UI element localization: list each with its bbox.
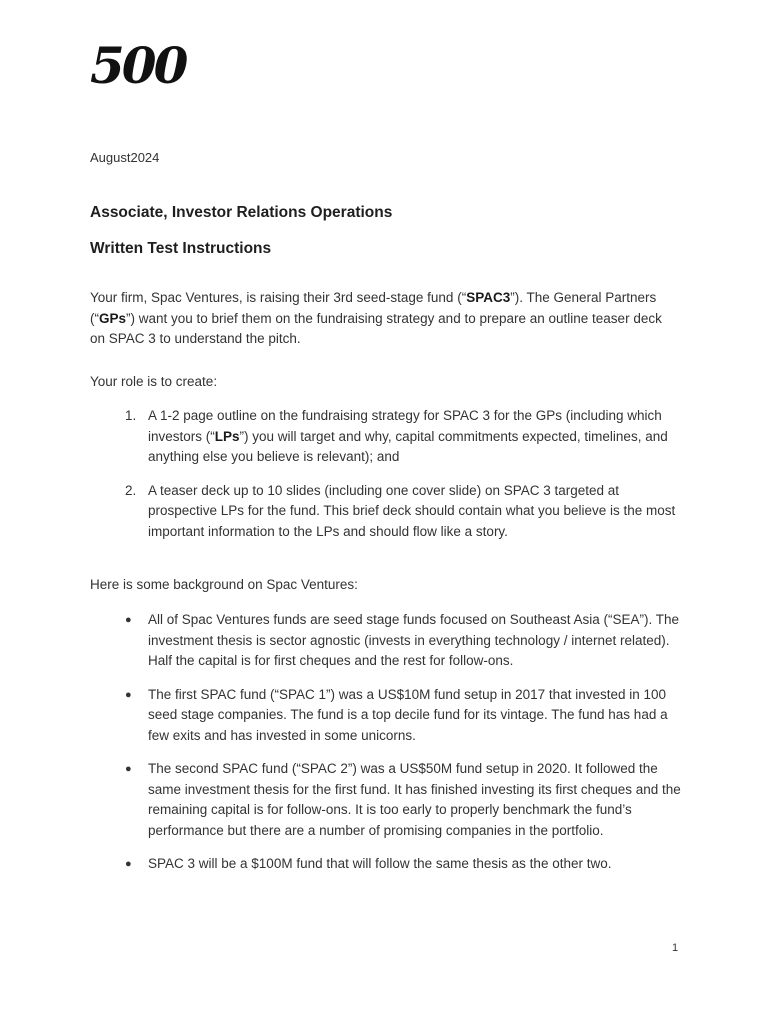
page-number: 1 bbox=[672, 942, 679, 954]
task-list bbox=[90, 406, 690, 542]
company-logo: 500 bbox=[90, 36, 186, 95]
background-list bbox=[90, 610, 690, 875]
bullet-icon: ● bbox=[125, 614, 132, 626]
bullet-icon: ● bbox=[125, 858, 132, 870]
bullet-icon: ● bbox=[125, 763, 132, 775]
list-item: 1. A 1-2 page outline on the fundraising strategy for SPAC 3 for the GPs (including which investors (“LPs”) you will target and why, capital commitments expected, timelines, and anything else you believe is relevant); and bbox=[125, 408, 668, 464]
document-date: August2024 bbox=[90, 150, 160, 165]
document-subtitle: Written Test Instructions bbox=[90, 240, 272, 257]
document-title: Associate, Investor Relations Operations bbox=[90, 204, 393, 221]
list-item: ● The first SPAC fund (“SPAC 1”) was a US$10M fund setup in 2017 that invested in 100 seed stage companies. The fund is a top decile fund for its vintage. The fund has had a few exits and has invested in some unicorns. bbox=[125, 686, 668, 743]
list-number: 2. bbox=[125, 482, 137, 498]
list-item: ● The second SPAC fund (“SPAC 2”) was a US$50M fund setup in 2020. It followed the same investment thesis for the first fund. It has finished investing its first cheques and the remaining capital is for follow-ons. It is too early to properly benchmark the fund’s performance but there are a number of promising companies in the portfolio. bbox=[125, 761, 681, 838]
bullet-icon: ● bbox=[125, 688, 132, 701]
background-intro: Here is some background on Spac Ventures: bbox=[90, 577, 358, 592]
list-item: ● All of Spac Ventures funds are seed stage funds focused on Southeast Asia (“SEA”). The investment thesis is sector agnostic (invests in everything technology / internet related). Half the capital is for first cheques and the rest for follow-ons. bbox=[125, 612, 680, 668]
list-item: 2. A teaser deck up to 10 slides (including one cover slide) on SPAC 3 targeted at prospective LPs for the fund. This brief deck should contain what you believe is the most important information to the LPs and should flow like a story. bbox=[125, 482, 676, 539]
list-number: 1. bbox=[125, 408, 137, 423]
list-item: ● SPAC 3 will be a $100M fund that will follow the same thesis as the other two. bbox=[90, 854, 690, 875]
role-intro: Your role is to create: bbox=[90, 374, 218, 389]
intro-paragraph: Your firm, Spac Ventures, is raising their 3rd seed-stage fund (“SPAC3”). The General Partners (“GPs”) want you to brief them on the fundraising strategy and to prepare an outline teaser deck on SPAC 3 to understand the pitch. bbox=[90, 290, 662, 346]
